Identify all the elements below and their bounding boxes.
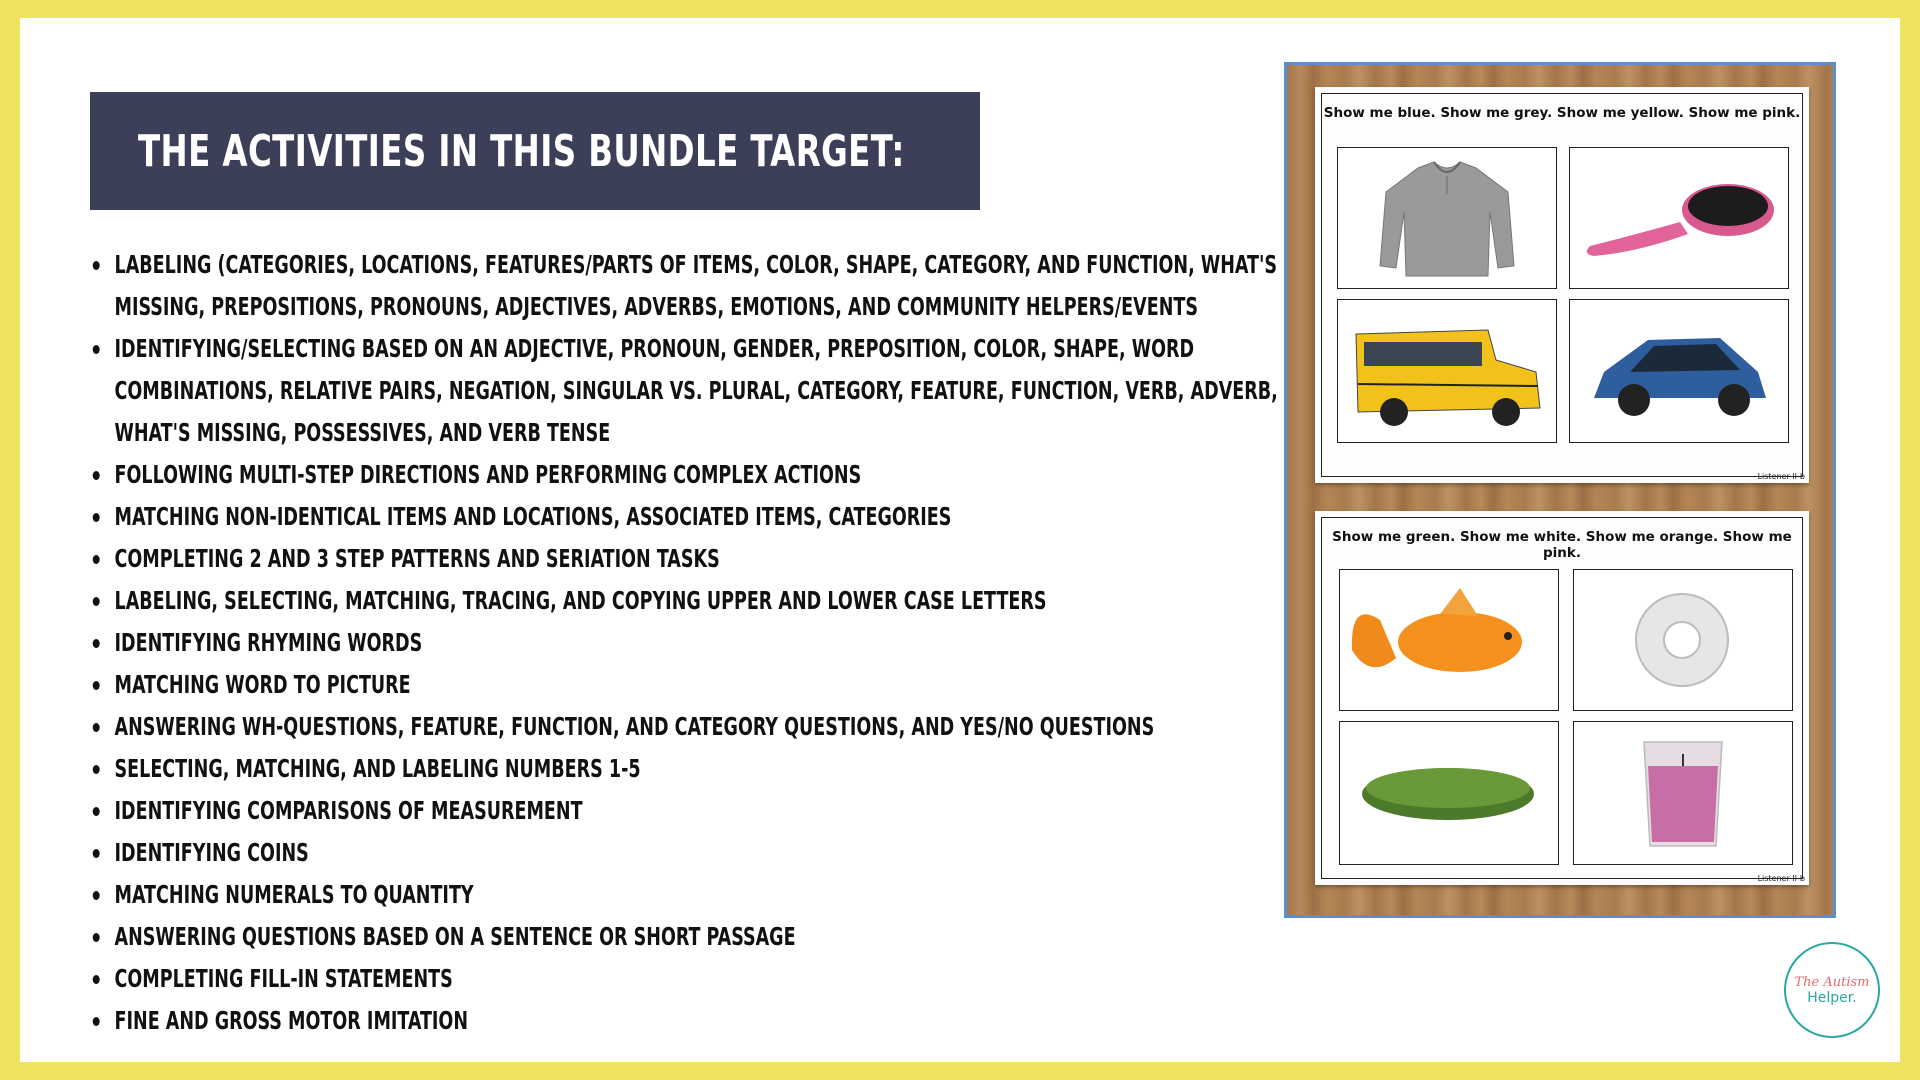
school-bus-picture <box>1337 299 1557 443</box>
list-item-cont: COMBINATIONS, RELATIVE PAIRS, NEGATION, SINGULAR VS. PLURAL, CATEGORY, FEATURE, FUNCTION, VERB, ADVERB, <box>114 376 1278 405</box>
card-prompt: Show me blue. Show me grey. Show me yellow. Show me pink. <box>1323 105 1801 121</box>
card-footer: Listener II-b <box>1757 874 1805 883</box>
candle-picture <box>1573 721 1793 865</box>
list-item-cont: WHAT'S MISSING, POSSESSIVES, AND VERB TENSE <box>114 418 611 447</box>
list-item: COMPLETING FILL-IN STATEMENTS <box>88 958 1308 1000</box>
goldfish-picture <box>1339 569 1559 711</box>
list-item: LABELING, SELECTING, MATCHING, TRACING, AND COPYING UPPER AND LOWER CASE LETTERS <box>88 580 1308 622</box>
list-item: IDENTIFYING COINS <box>88 832 1308 874</box>
banner-title: THE ACTIVITIES IN THIS BUNDLE TARGET: <box>138 125 905 177</box>
card-prompt: Show me green. Show me white. Show me orange. Show me pink. <box>1332 529 1792 561</box>
list-item: IDENTIFYING/SELECTING BASED ON AN ADJECTIVE, PRONOUN, GENDER, PREPOSITION, COLOR, SHAPE, WORD <box>88 328 1308 370</box>
list-item: IDENTIFYING COMPARISONS OF MEASUREMENT <box>88 790 1308 832</box>
list-item: MATCHING WORD TO PICTURE <box>88 664 1308 706</box>
list-item: LABELING (CATEGORIES, LOCATIONS, FEATURES/PARTS OF ITEMS, COLOR, SHAPE, CATEGORY, AND FUNCTION, WHAT'S <box>88 244 1308 286</box>
logo-line-1: The Autism <box>1794 974 1870 990</box>
list-item: ANSWERING QUESTIONS BASED ON A SENTENCE OR SHORT PASSAGE <box>88 916 1308 958</box>
logo-line-2: Helper. <box>1807 989 1857 1006</box>
list-item: ANSWERING WH-QUESTIONS, FEATURE, FUNCTION, AND CATEGORY QUESTIONS, AND YES/NO QUESTIONS <box>88 706 1308 748</box>
tape-picture <box>1573 569 1793 711</box>
list-item: FOLLOWING MULTI-STEP DIRECTIONS AND PERFORMING COMPLEX ACTIONS <box>88 454 1308 496</box>
flash-card <box>1315 511 1809 885</box>
product-photo <box>1284 62 1836 918</box>
card-footer: Listener II-b <box>1757 472 1805 481</box>
list-item: FINE AND GROSS MOTOR IMITATION <box>88 1000 1308 1042</box>
list-item: SELECTING, MATCHING, AND LABELING NUMBERS 1-5 <box>88 748 1308 790</box>
hairbrush-picture <box>1569 147 1789 289</box>
car-picture <box>1569 299 1789 443</box>
autism-helper-logo <box>1784 942 1880 1038</box>
flash-card <box>1315 87 1809 483</box>
list-item: IDENTIFYING RHYMING WORDS <box>88 622 1308 664</box>
list-item: MATCHING NUMERALS TO QUANTITY <box>88 874 1308 916</box>
target-list <box>88 244 1288 1042</box>
sweater-picture <box>1337 147 1557 289</box>
list-item: MATCHING NON-IDENTICAL ITEMS AND LOCATIONS, ASSOCIATED ITEMS, CATEGORIES <box>88 496 1308 538</box>
list-item-cont: MISSING, PREPOSITIONS, PRONOUNS, ADJECTIVES, ADVERBS, EMOTIONS, AND COMMUNITY HELPERS/EVENTS <box>114 292 1199 321</box>
list-item: COMPLETING 2 AND 3 STEP PATTERNS AND SERIATION TASKS <box>88 538 1308 580</box>
title-banner <box>90 92 980 210</box>
grass-picture <box>1339 721 1559 865</box>
